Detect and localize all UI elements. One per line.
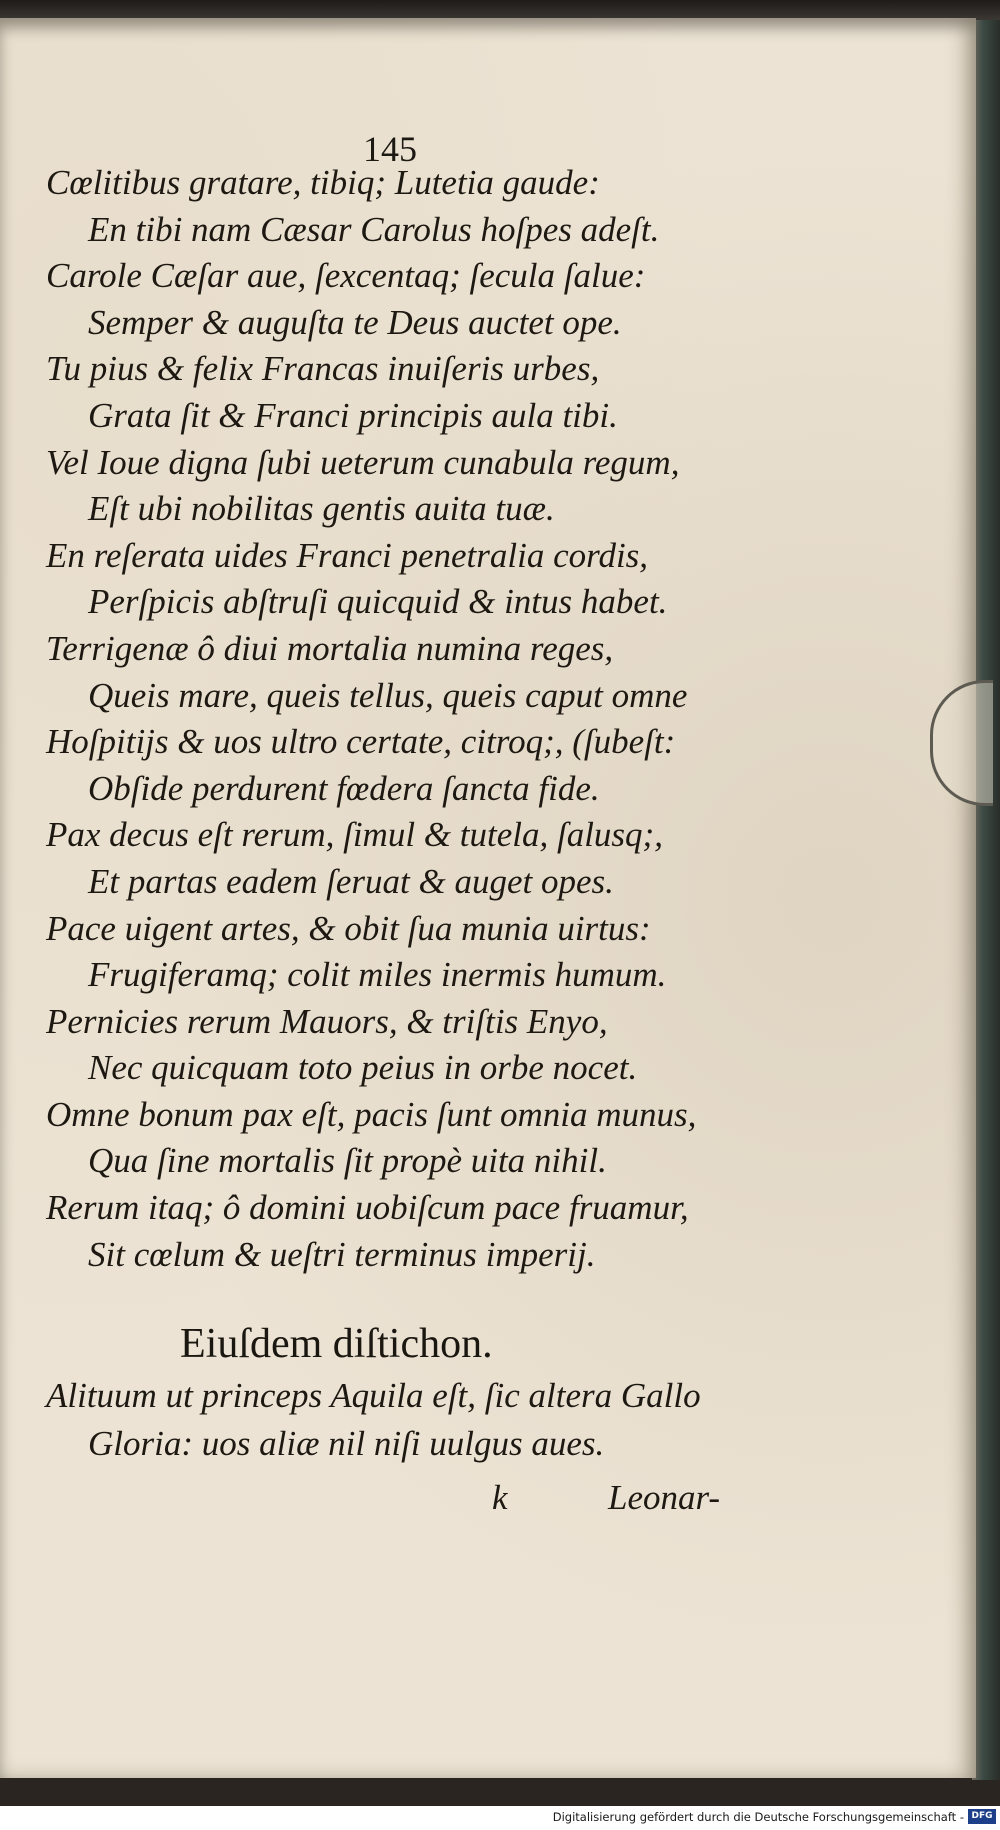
verse-line: Pax decus eſt rerum, ſimul & tutela, ſalusq;, [46,815,663,855]
verse-line: Omne bonum pax eſt, pacis ſunt omnia munus, [46,1094,697,1134]
verse-line: Semper & auguſta te Deus auctet ope. [88,302,622,342]
section-heading: Eiuſdem diſtichon. [180,1321,493,1367]
verse-line: Grata ſit & Franci principis aula tibi. [88,395,618,435]
verse-line: Hoſpitijs & uos ultro certate, citroq;, (ſubeſt: [46,722,676,762]
verse-line: Alituum ut princeps Aquila eſt, ſic altera Gallo [46,1376,701,1415]
verse-line: Rerum itaq; ô domini uobiſcum pace fruamur, [46,1188,689,1228]
poem-text [46,160,746,1278]
distich-text [46,1372,776,1468]
verse-line: Pernicies rerum Mauors, & triſtis Enyo, [46,1001,608,1041]
dfg-logo: DFG [968,1809,996,1824]
verse-line: Qua ſine mortalis ſit propè uita nihil. [88,1141,607,1181]
verse-line: En tibi nam Cæsar Carolus hoſpes adeſt. [88,209,660,249]
book-fore-edge [972,20,1000,1780]
page-number: 145 [363,129,417,169]
verse-line: Carole Cæſar aue, ſexcentaq; ſecula ſalue: [46,256,646,296]
verse-line: Nec quicquam toto peius in orbe nocet. [88,1048,638,1088]
verse-line: Terrigenæ ô diui mortalia numina reges, [46,628,614,668]
verse-line: Sit cœlum & ueſtri terminus imperij. [88,1234,596,1274]
verse-line: Tu pius & felix Francas inuiſeris urbes, [46,349,600,389]
verse-line: Obſide perdurent fœdera ſancta fide. [88,768,600,808]
verse-line: Perſpicis abſtruſi quicquid & intus habet. [88,582,668,622]
verse-line: Pace uigent artes, & obit ſua munia uirtus: [46,908,651,948]
catchword: Leonar- [608,1478,721,1517]
verse-line: En reſerata uides Franci penetralia cordis, [46,535,649,575]
verse-line: Gloria: uos aliæ nil niſi uulgus aues. [88,1424,605,1463]
verse-line: Eſt ubi nobilitas gentis auita tuæ. [88,489,555,529]
verse-line: Vel Ioue digna ſubi ueterum cunabula regum, [46,442,680,482]
verse-line: Frugiferamq; colit miles inermis humum. [88,955,667,995]
verse-line: Queis mare, queis tellus, queis caput omne [88,675,688,715]
verse-line: Cœlitibus gratare, tibiq; Lutetia gaude: [46,163,600,202]
signature-mark: k [492,1478,508,1517]
verse-line: Et partas eadem ſeruat & auget opes. [88,861,614,901]
digitization-credit: Digitalisierung gefördert durch die Deutsche Forschungsgemeinschaft - [552,1810,964,1824]
